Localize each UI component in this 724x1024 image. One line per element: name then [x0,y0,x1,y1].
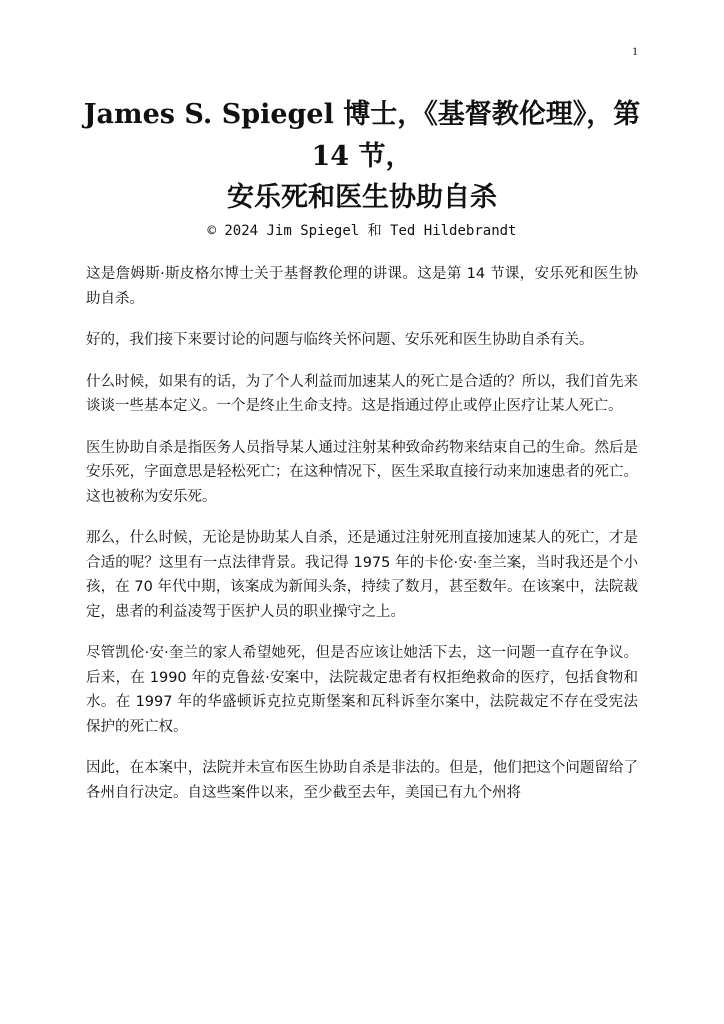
paragraph: 这是詹姆斯·斯皮格尔博士关于基督教伦理的讲课。这是第 14 节课，安乐死和医生协助自杀。 [86,266,638,307]
body-text [86,262,638,822]
document-subtitle: 安乐死和医生协助自杀 [227,182,497,213]
paragraph: 那么，什么时候，无论是协助某人自杀，还是通过注射死刑直接加速某人的死亡，才是合适的呢？这里有一点法律背景。我记得 1975 年的卡伦·安·奎兰案，当时我还是个小孩，在 70 年代中期，该案成为新闻头条，持续了数月，甚至数年。在该案中，法院裁定，患者的利益凌驾于医护人员的职业操守之上。 [86,530,638,620]
paragraph: 因此，在本案中，法院并未宣布医生协助自杀是非法的。但是，他们把这个问题留给了各州自行决定。自这些案件以来，至少截至去年，美国已有九个州将 [86,760,638,801]
paragraph: 尽管凯伦·安·奎兰的家人希望她死，但是否应该让她活下去，这一问题一直存在争议。后来，在 1990 年的克鲁兹·安案中，法院裁定患者有权拒绝救命的医疗，包括食物和水。在 1997 年的华盛顿诉克拉克斯堡案和瓦科诉奎尔案中，法院裁定不存在受宪法保护的死亡权。 [86,645,638,735]
paragraph: 好的，我们接下来要讨论的问题与临终关怀问题、安乐死和医生协助自杀有关。 [86,332,594,348]
paragraph: 医生协助自杀是指医务人员指导某人通过注射某种致命药物来结束自己的生命。然后是安乐死，字面意思是轻松死亡；在这种情况下，医生采取直接行动来加速患者的死亡。这也被称为安乐死。 [86,439,638,505]
copyright-line: © 2024 Jim Spiegel 和 Ted Hildebrandt [207,223,517,239]
paragraph: 什么时候，如果有的话，为了个人利益而加速某人的死亡是合适的？所以，我们首先来谈谈一些基本定义。一个是终止生命支持。这是指通过停止或停止医疗让某人死亡。 [86,373,638,414]
document-title: James S. Spiegel 博士，《基督教伦理》，第 14 节， [83,99,641,172]
page-number: 1 [632,44,638,58]
